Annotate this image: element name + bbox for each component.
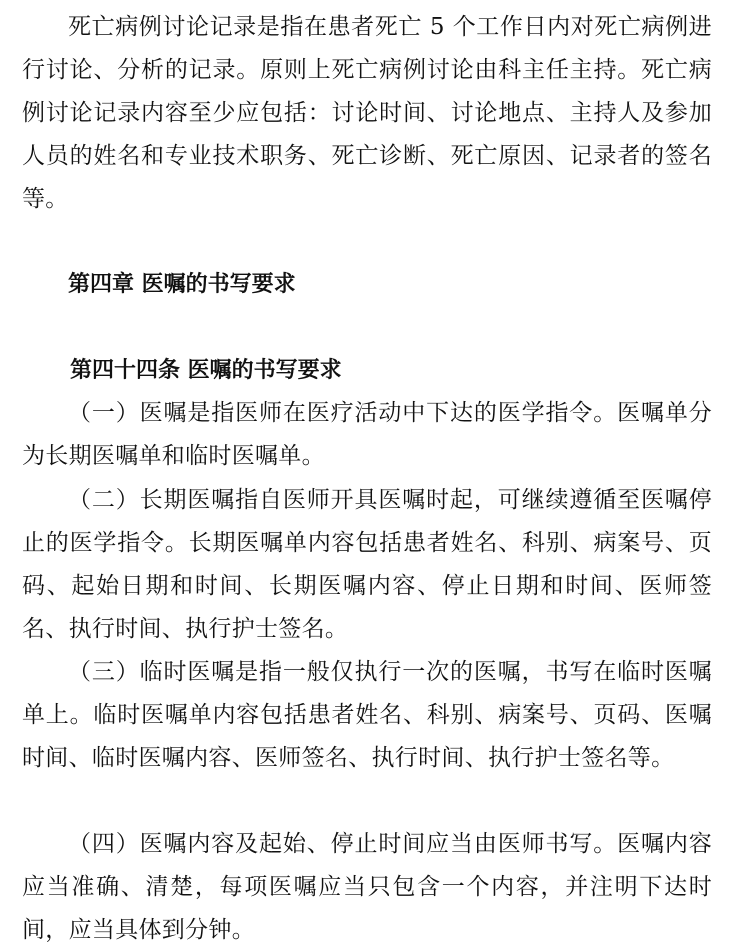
clause-4: （四）医嘱内容及起始、停止时间应当由医师书写。医嘱内容应当准确、清楚，每项医嘱应当只包含一个内容，并注明下达时间，应当具体到分钟。 xyxy=(22,831,712,943)
clause-2: （二）长期医嘱指自医师开具医嘱时起，可继续遵循至医嘱停止的医学指令。长期医嘱单内容包括患者姓名、科别、病案号、页码、起始日期和时间、长期医嘱内容、停止日期和时间、医师签名、执行时间、执行护士签名。 xyxy=(22,487,712,642)
clause-1: （一）医嘱是指医师在医疗活动中下达的医学指令。医嘱单分为长期医嘱单和临时医嘱单。 xyxy=(22,400,712,469)
article-title: 第四十四条 医嘱的书写要求 xyxy=(70,357,342,383)
intro-paragraph: 死亡病例讨论记录是指在患者死亡 5 个工作日内对死亡病例进行讨论、分析的记录。原则上死亡病例讨论由科主任主持。死亡病例讨论记录内容至少应包括：讨论时间、讨论地点、主持人及参加人员的姓名和专业技术职务、死亡诊断、死亡原因、记录者的签名等。 xyxy=(22,14,712,212)
clause-3: （三）临时医嘱是指一般仅执行一次的医嘱，书写在临时医嘱单上。临时医嘱单内容包括患者姓名、科别、病案号、页码、医嘱时间、临时医嘱内容、医师签名、执行时间、执行护士签名等。 xyxy=(22,659,712,771)
chapter-title: 第四章 医嘱的书写要求 xyxy=(68,272,296,297)
